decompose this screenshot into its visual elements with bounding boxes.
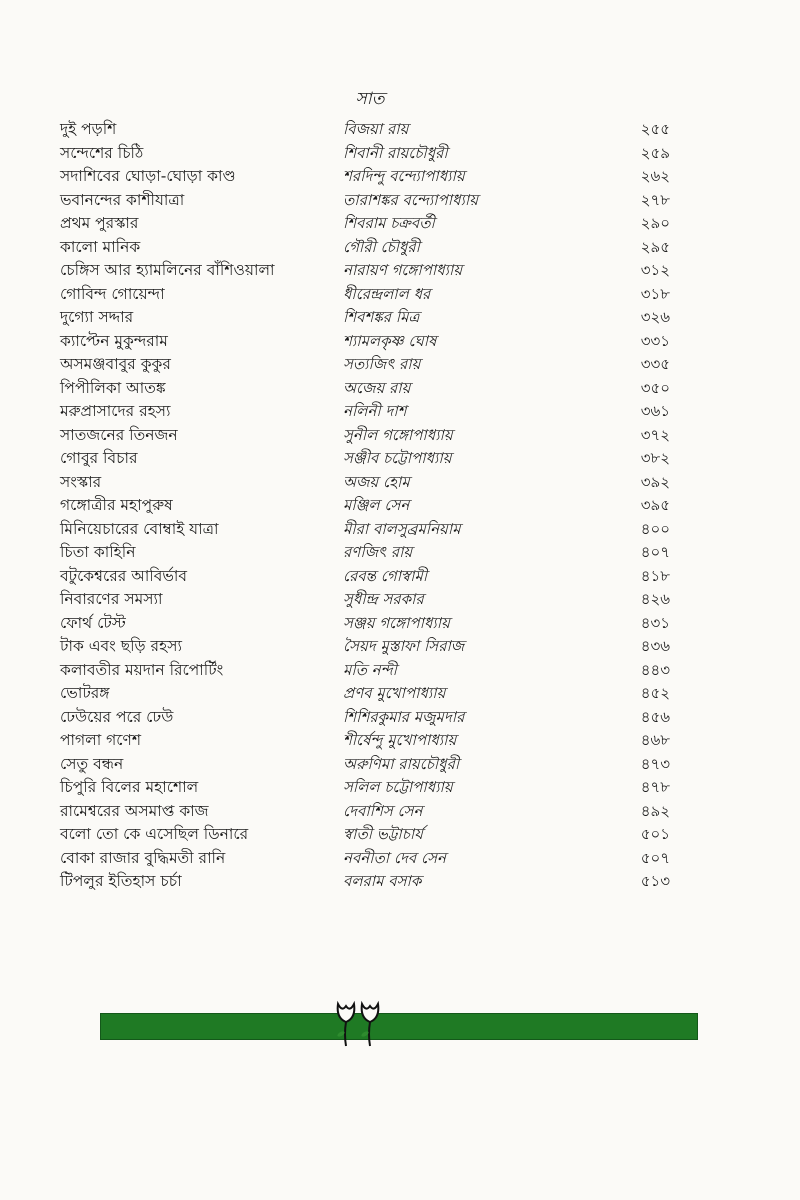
twin-flower-ornament-icon bbox=[328, 998, 388, 1054]
toc-entry bbox=[60, 165, 670, 189]
toc-entry bbox=[60, 424, 670, 448]
toc-entry-page: ৩১৮ bbox=[640, 284, 670, 303]
toc-entry bbox=[60, 259, 670, 283]
footer-bar bbox=[100, 1013, 698, 1040]
toc-entry bbox=[60, 565, 670, 589]
toc-entry-page: ৩৮২ bbox=[640, 449, 670, 467]
table-of-contents bbox=[60, 118, 670, 894]
toc-entry-title: বোকা রাজার বুদ্ধিমতী রানি bbox=[60, 848, 226, 867]
toc-entry-title: ভোটরঙ্গ bbox=[60, 684, 110, 702]
toc-entry bbox=[60, 353, 670, 377]
toc-entry-title: টিপলুর ইতিহাস চর্চা bbox=[60, 872, 182, 890]
toc-entry-author: শিবানী রায়চৌধুরী bbox=[343, 143, 448, 162]
toc-entry-title: ফোর্থ টেস্ট bbox=[60, 613, 126, 632]
toc-entry bbox=[60, 682, 670, 706]
toc-entry-title: বলো তো কে এসেছিল ডিনারে bbox=[60, 825, 249, 843]
toc-entry-title: টাক এবং ছড়ি রহস্য bbox=[60, 637, 182, 655]
toc-entry bbox=[60, 400, 670, 424]
toc-entry-page: ৪৬৮ bbox=[640, 731, 670, 749]
toc-entry-title: গঙ্গোত্রীর মহাপুরুষ bbox=[60, 496, 173, 514]
toc-entry-author: শিবশঙ্কর মিত্র bbox=[343, 308, 420, 326]
toc-entry-title: বটুকেশ্বরের আবির্ভাব bbox=[60, 566, 188, 585]
toc-entry-page: ৫০১ bbox=[640, 825, 670, 843]
toc-entry-author: শিবরাম চক্রবর্তী bbox=[343, 214, 435, 232]
toc-entry-page: ৫০৭ bbox=[640, 848, 670, 867]
toc-entry-page: ৪০৭ bbox=[640, 543, 670, 561]
toc-entry-author: সুনীল গঙ্গোপাধ্যায় bbox=[343, 425, 453, 444]
toc-entry-page: ৪৭৮ bbox=[640, 778, 670, 796]
toc-entry bbox=[60, 541, 670, 565]
toc-entry-title: মিনিয়েচারের বোম্বাই যাত্রা bbox=[60, 519, 219, 538]
toc-entry-author: সঞ্জীব চট্টোপাধ্যায় bbox=[343, 449, 452, 467]
toc-entry-title: পাগলা গণেশ bbox=[60, 731, 142, 749]
toc-entry bbox=[60, 447, 670, 471]
toc-entry-title: চিতা কাহিনি bbox=[60, 543, 136, 561]
toc-entry-title: কলাবতীর ময়দান রিপোর্টিং bbox=[60, 660, 224, 679]
toc-entry-author: বিজয়া রায় bbox=[343, 120, 409, 138]
toc-entry-page: ৪৯২ bbox=[640, 801, 670, 820]
toc-entry-author: সুধীন্দ্র সরকার bbox=[343, 590, 424, 608]
toc-entry-author: মতি নন্দী bbox=[343, 660, 397, 679]
toc-entry bbox=[60, 635, 670, 659]
toc-entry-author: অজেয় রায় bbox=[343, 378, 411, 397]
toc-entry bbox=[60, 118, 670, 142]
toc-entry-page: ২৫৫ bbox=[640, 120, 670, 138]
toc-entry-page: ৪৫৬ bbox=[640, 707, 670, 726]
toc-entry-author: প্রণব মুখোপাধ্যায় bbox=[343, 684, 446, 702]
toc-entry bbox=[60, 142, 670, 166]
toc-entry-page: ৪৩৬ bbox=[640, 637, 670, 655]
toc-entry-title: পিপীলিকা আতঙ্ক bbox=[60, 378, 166, 397]
toc-entry bbox=[60, 189, 670, 213]
toc-entry-author: অরুণিমা রায়চৌধুরী bbox=[343, 754, 460, 773]
toc-entry-page: ৪৩১ bbox=[640, 613, 670, 632]
toc-entry bbox=[60, 823, 670, 847]
toc-entry-page: ৩২৬ bbox=[640, 308, 670, 326]
toc-entry-page: ৩১২ bbox=[640, 261, 670, 279]
toc-entry-page: ৪০০ bbox=[640, 519, 670, 538]
toc-entry bbox=[60, 377, 670, 401]
toc-entry-page: ৪২৬ bbox=[640, 590, 670, 608]
toc-entry-author: রেবন্ত গোস্বামী bbox=[343, 566, 428, 585]
toc-entry-author: স্বাতী ভট্টাচার্য bbox=[343, 825, 423, 843]
toc-entry-author: তারাশঙ্কর বন্দ্যোপাধ্যায় bbox=[343, 190, 479, 209]
toc-entry-author: শ্যামলকৃষ্ণ ঘোষ bbox=[343, 331, 437, 350]
toc-entry-page: ৫১৩ bbox=[640, 872, 670, 890]
toc-entry-title: সাতজনের তিনজন bbox=[60, 425, 178, 444]
toc-entry-title: মরুপ্রাসাদের রহস্য bbox=[60, 402, 171, 420]
toc-entry-title: ভবানন্দের কাশীযাত্রা bbox=[60, 190, 185, 209]
toc-entry-page: ২৫৯ bbox=[640, 143, 670, 162]
toc-entry bbox=[60, 283, 670, 307]
toc-entry bbox=[60, 870, 670, 894]
toc-entry bbox=[60, 212, 670, 236]
toc-entry-title: সন্দেশের চিঠি bbox=[60, 143, 144, 162]
toc-entry-author: নবনীতা দেব সেন bbox=[343, 848, 446, 867]
toc-entry-author: মঞ্জিল সেন bbox=[343, 496, 410, 514]
toc-entry-author: বলরাম বসাক bbox=[343, 872, 422, 890]
toc-entry bbox=[60, 753, 670, 777]
toc-entry-title: অসমঞ্জবাবুর কুকুর bbox=[60, 355, 171, 373]
toc-entry bbox=[60, 306, 670, 330]
toc-entry-page: ৩৬১ bbox=[640, 402, 670, 420]
toc-entry-author: নারায়ণ গঙ্গোপাধ্যায় bbox=[343, 261, 463, 279]
toc-entry bbox=[60, 847, 670, 871]
toc-entry-title: ঢেউয়ের পরে ঢেউ bbox=[60, 707, 174, 726]
toc-entry-title: নিবারণের সমস্যা bbox=[60, 590, 163, 608]
toc-entry bbox=[60, 494, 670, 518]
toc-entry-page: ৩৯২ bbox=[640, 472, 670, 491]
toc-entry-author: সলিল চট্টোপাধ্যায় bbox=[343, 778, 453, 796]
toc-entry-page: ৪৭৩ bbox=[640, 754, 670, 773]
toc-entry-title: রামেশ্বরের অসমাপ্ত কাজ bbox=[60, 801, 209, 820]
toc-entry bbox=[60, 236, 670, 260]
toc-entry-title: দুই পড়শি bbox=[60, 120, 117, 138]
toc-entry-page: ৩৩১ bbox=[640, 331, 670, 350]
toc-entry-title: সেতু বন্ধন bbox=[60, 754, 124, 773]
toc-entry-author: দেবাশিস সেন bbox=[343, 801, 423, 820]
toc-entry-title: গোবুর বিচার bbox=[60, 449, 138, 467]
toc-entry-page: ৪৫২ bbox=[640, 684, 670, 702]
toc-entry-title: কালো মানিক bbox=[60, 237, 141, 256]
toc-entry-title: সংস্কার bbox=[60, 472, 102, 491]
toc-entry bbox=[60, 729, 670, 753]
toc-entry-page: ৪৪৩ bbox=[640, 660, 670, 679]
toc-entry-author: সৈয়দ মুস্তাফা সিরাজ bbox=[343, 637, 465, 655]
toc-entry-title: দুগ্যো সদ্দার bbox=[60, 308, 134, 326]
toc-entry-page: ৩৭২ bbox=[640, 425, 670, 444]
toc-entry bbox=[60, 588, 670, 612]
toc-entry-page: ২৯৫ bbox=[640, 237, 670, 256]
toc-entry-author: ধীরেন্দ্রলাল ধর bbox=[343, 284, 431, 303]
toc-entry bbox=[60, 330, 670, 354]
toc-entry-title: চেঙ্গিস আর হ্যামলিনের বাঁশিওয়ালা bbox=[60, 261, 275, 279]
toc-entry-title: প্রথম পুরস্কার bbox=[60, 214, 139, 232]
toc-entry bbox=[60, 612, 670, 636]
toc-entry-author: মীরা বালসুব্রমনিয়াম bbox=[343, 519, 461, 538]
toc-entry bbox=[60, 706, 670, 730]
toc-entry-title: গোবিন্দ গোয়েন্দা bbox=[60, 284, 165, 303]
toc-entry-page: ৩৯৫ bbox=[640, 496, 670, 514]
toc-entry-page: ২৭৮ bbox=[640, 190, 670, 209]
toc-entry-author: সত্যজিৎ রায় bbox=[343, 355, 421, 373]
toc-entry-author: শীর্ষেন্দু মুখোপাধ্যায় bbox=[343, 731, 457, 749]
toc-entry-page: ২৯০ bbox=[640, 214, 670, 232]
toc-entry-author: সঞ্জয় গঙ্গোপাধ্যায় bbox=[343, 613, 450, 632]
toc-entry-author: নলিনী দাশ bbox=[343, 402, 407, 420]
toc-entry bbox=[60, 518, 670, 542]
toc-entry-author: রণজিৎ রায় bbox=[343, 543, 413, 561]
toc-entry bbox=[60, 776, 670, 800]
toc-entry-page: ২৬২ bbox=[640, 167, 670, 185]
toc-entry-title: ক্যাপ্টেন মুকুন্দরাম bbox=[60, 331, 168, 350]
toc-entry-author: শিশিরকুমার মজুমদার bbox=[343, 707, 465, 726]
toc-entry-title: চিপুরি বিলের মহাশোল bbox=[60, 778, 199, 796]
toc-entry-author: গৌরী চৌধুরী bbox=[343, 237, 420, 256]
toc-entry-page: ৩৫০ bbox=[640, 378, 670, 397]
page-number: সাত bbox=[355, 89, 385, 109]
toc-entry bbox=[60, 800, 670, 824]
toc-entry bbox=[60, 659, 670, 683]
toc-entry-title: সদাশিবের ঘোড়া-ঘোড়া কাণ্ড bbox=[60, 167, 236, 185]
toc-entry bbox=[60, 471, 670, 495]
toc-entry-page: ৩৩৫ bbox=[640, 355, 670, 373]
toc-entry-page: ৪১৮ bbox=[640, 566, 670, 585]
toc-entry-author: শরদিন্দু বন্দ্যোপাধ্যায় bbox=[343, 167, 465, 185]
toc-entry-author: অজয় হোম bbox=[343, 472, 410, 491]
